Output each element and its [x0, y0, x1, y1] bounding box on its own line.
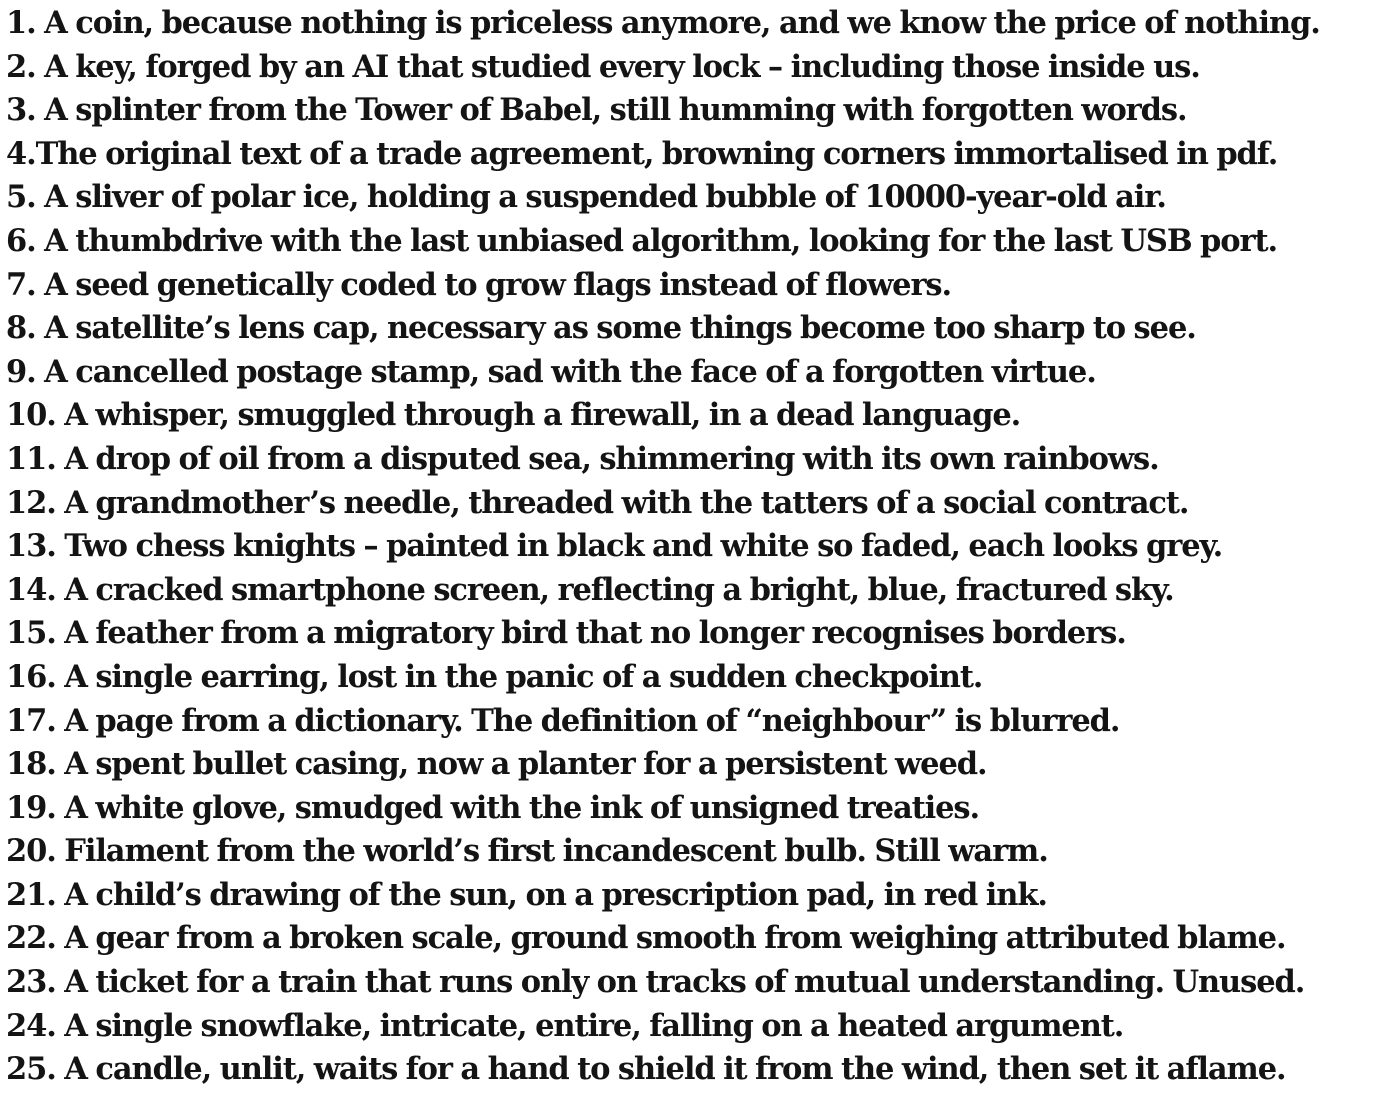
list-item-16: 16. A single earring, lost in the panic of a sudden checkpoint.: [6, 658, 983, 695]
list-item-25: 25. A candle, unlit, waits for a hand to shield it from the wind, then set it aflame.: [6, 1051, 1286, 1088]
list-item-4: 4.The original text of a trade agreement, browning corners immortalised in pdf.: [6, 135, 1278, 172]
list-item-14: 14. A cracked smartphone screen, reflecting a bright, blue, fractured sky.: [6, 571, 1174, 608]
list-item-17: 17. A page from a dictionary. The definition of “neighbour” is blurred.: [6, 702, 1120, 739]
list-item-22: 22. A gear from a broken scale, ground smooth from weighing attributed blame.: [6, 920, 1286, 957]
list-item-9: 9. A cancelled postage stamp, sad with the face of a forgotten virtue.: [6, 353, 1096, 390]
list-item-10: 10. A whisper, smuggled through a firewall, in a dead language.: [6, 397, 1021, 434]
list-item-15: 15. A feather from a migratory bird that no longer recognises borders.: [6, 615, 1126, 652]
list-item-13: 13. Two chess knights – painted in black and white so faded, each looks grey.: [6, 528, 1223, 565]
list-item-19: 19. A white glove, smudged with the ink of unsigned treaties.: [6, 789, 979, 826]
list-item-7: 7. A seed genetically coded to grow flags instead of flowers.: [6, 266, 952, 303]
list-item-6: 6. A thumbdrive with the last unbiased algorithm, looking for the last USB port.: [6, 222, 1277, 259]
list-item-2: 2. A key, forged by an AI that studied every lock – including those inside us.: [6, 48, 1200, 85]
list-item-12: 12. A grandmother’s needle, threaded with the tatters of a social contract.: [6, 484, 1189, 521]
list-item-23: 23. A ticket for a train that runs only on tracks of mutual understanding. Unused.: [6, 964, 1305, 1001]
list-item-11: 11. A drop of oil from a disputed sea, shimmering with its own rainbows.: [6, 440, 1159, 477]
list-item-18: 18. A spent bullet casing, now a planter for a persistent weed.: [6, 746, 987, 783]
list-item-5: 5. A sliver of polar ice, holding a suspended bubble of 10000-year-old air.: [6, 179, 1166, 216]
list-item-21: 21. A child’s drawing of the sun, on a prescription pad, in red ink.: [6, 876, 1047, 913]
numbered-list: [6, 2, 1392, 1092]
list-item-20: 20. Filament from the world’s first incandescent bulb. Still warm.: [6, 833, 1048, 870]
list-item-8: 8. A satellite’s lens cap, necessary as some things become too sharp to see.: [6, 310, 1196, 347]
list-item-24: 24. A single snowflake, intricate, entire, falling on a heated argument.: [6, 1007, 1124, 1044]
list-item-1: 1. A coin, because nothing is priceless anymore, and we know the price of nothing.: [6, 5, 1320, 41]
list-item-3: 3. A splinter from the Tower of Babel, still humming with forgotten words.: [6, 92, 1187, 129]
